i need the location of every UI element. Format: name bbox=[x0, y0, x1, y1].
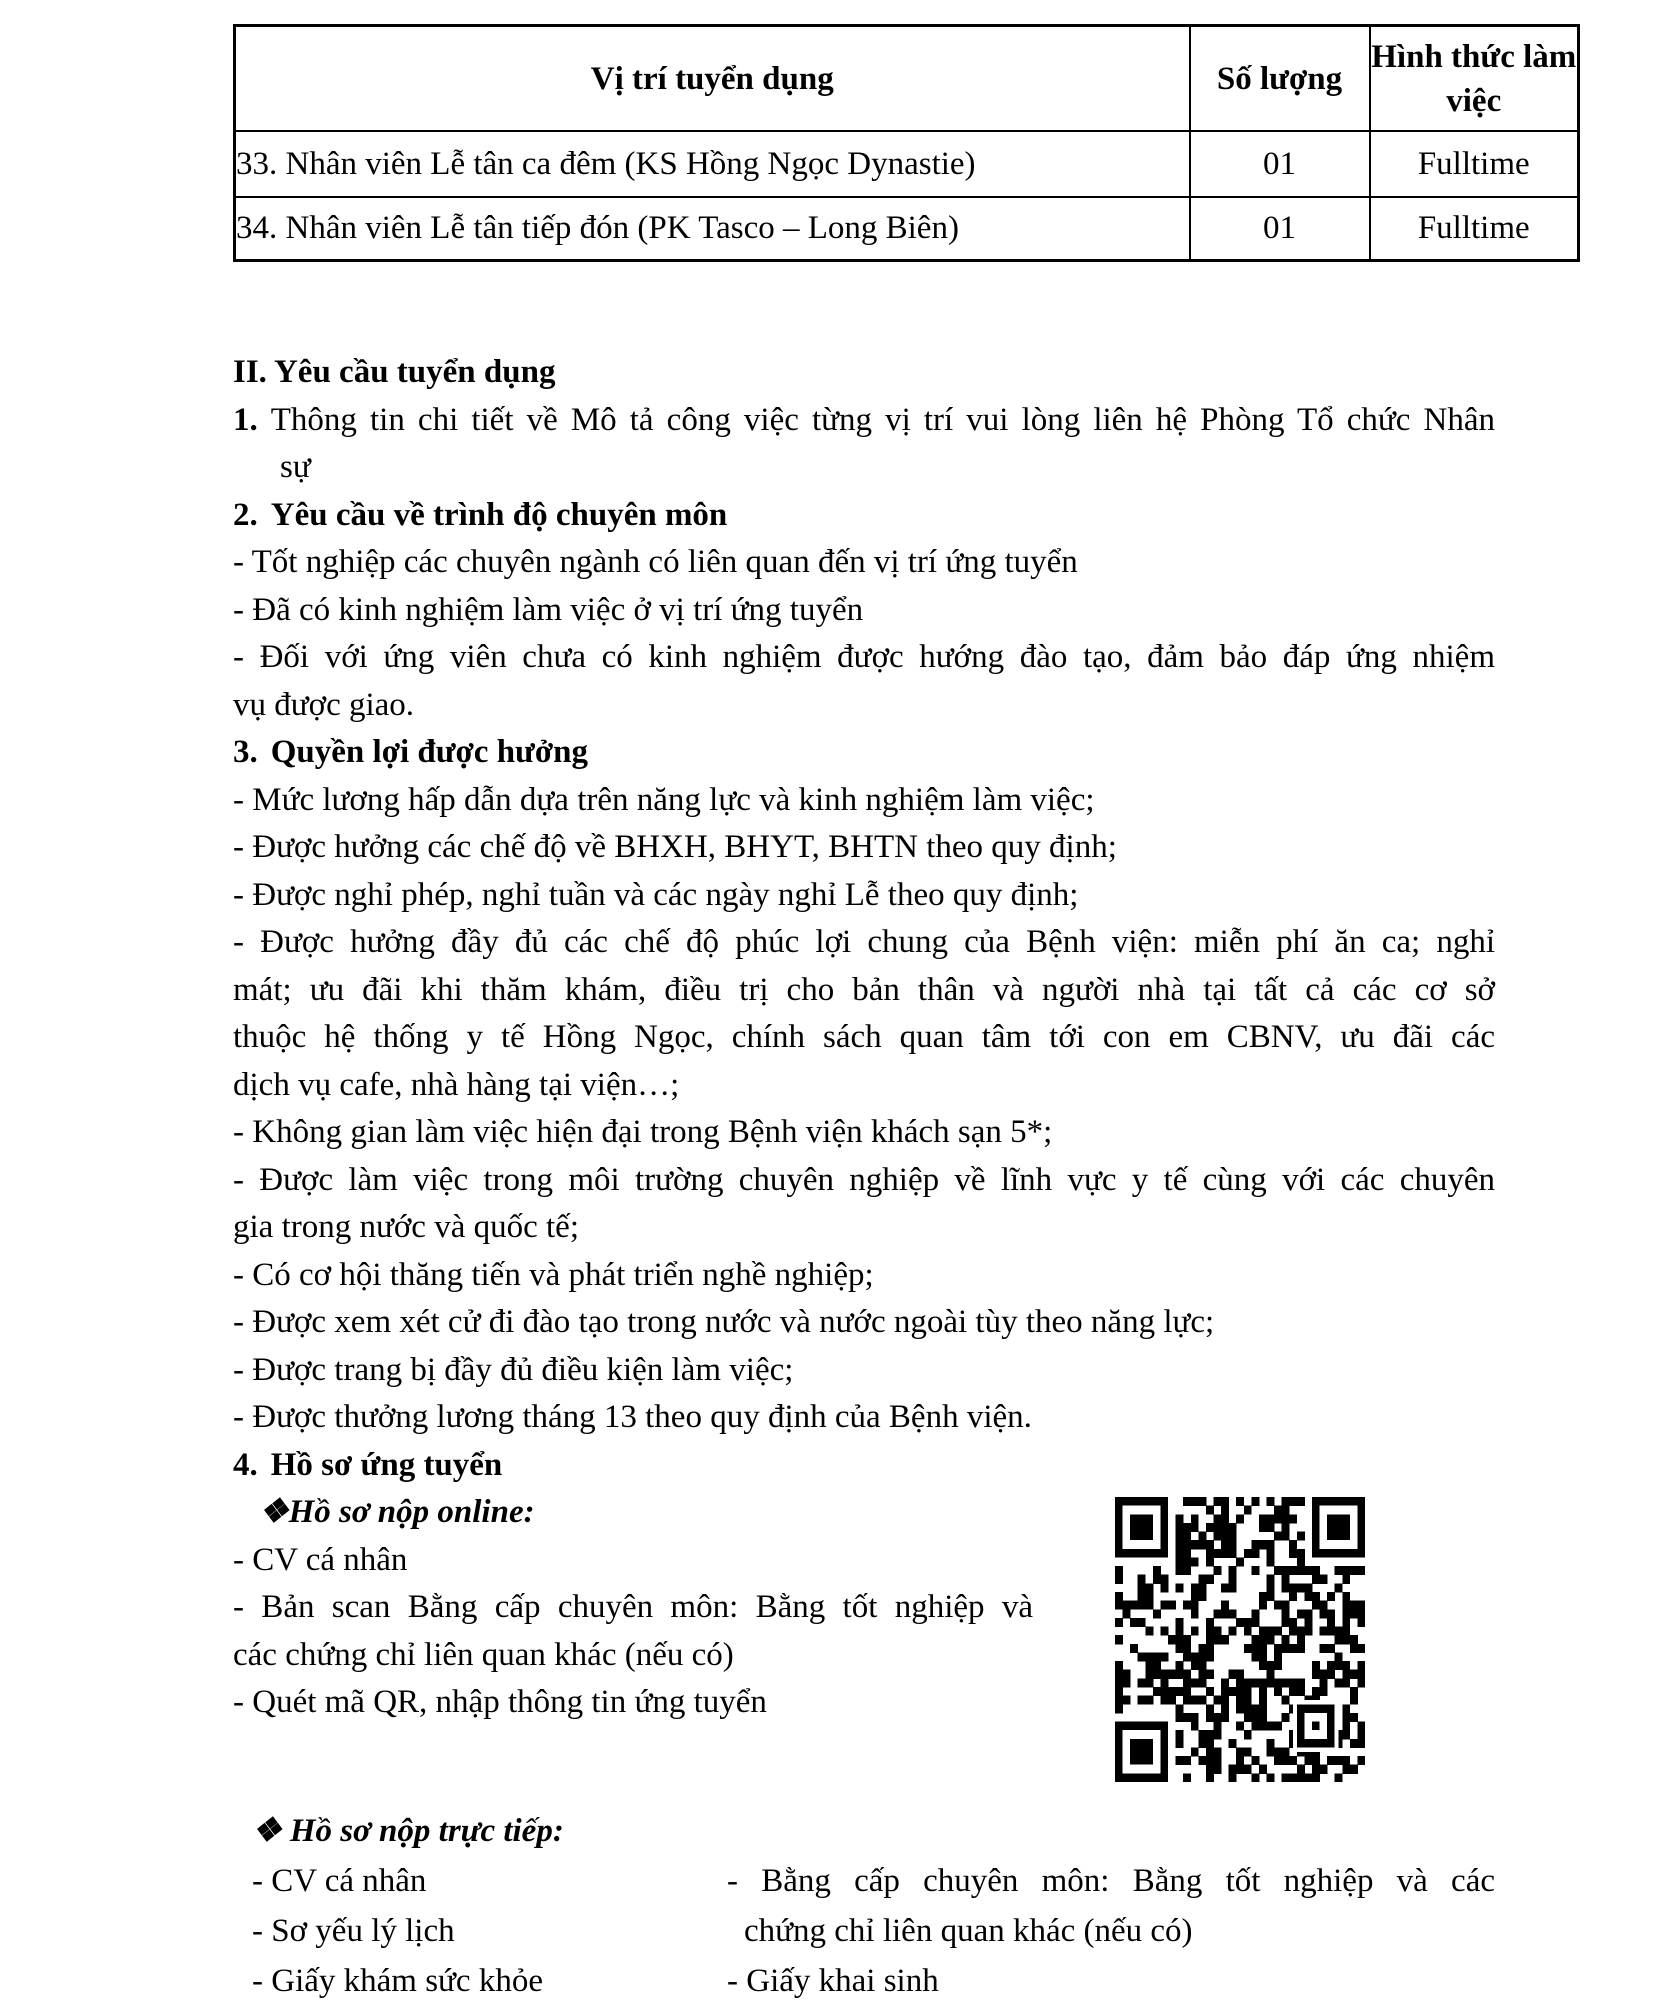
item-1-text: Thông tin chi tiết về Mô tả công việc từng vị trí vui lòng liên hệ Phòng Tổ chức Nhân bbox=[270, 401, 1495, 438]
item-3-number: 3. bbox=[233, 734, 258, 770]
online-application-section bbox=[233, 1489, 1495, 1782]
table-row bbox=[235, 131, 1579, 197]
online-item: - CV cá nhân bbox=[233, 1541, 408, 1578]
benefit-line: - Không gian làm việc hiện đại trong Bệnh viện khách sạn 5*; bbox=[233, 1114, 1053, 1150]
benefit-line: gia trong nước và quốc tế; bbox=[233, 1209, 579, 1245]
quantity-cell: 01 bbox=[1190, 197, 1370, 261]
position-cell: 34. Nhân viên Lễ tân tiếp đón (PK Tasco – Long Biên) bbox=[235, 197, 1190, 261]
direct-left-column bbox=[233, 1856, 727, 2006]
worktype-cell: Fulltime bbox=[1370, 131, 1579, 197]
table-row bbox=[235, 197, 1579, 261]
requirements-section bbox=[233, 349, 1495, 1489]
benefit-line: thuộc hệ thống y tế Hồng Ngọc, chính sách quan tâm tới con em CBNV, ưu đãi các bbox=[233, 1019, 1495, 1055]
table-header-row bbox=[235, 26, 1579, 132]
benefit-line: - Được xem xét cử đi đào tạo trong nước và nước ngoài tùy theo năng lực; bbox=[233, 1304, 1215, 1340]
online-heading: ❖Hồ sơ nộp online: bbox=[259, 1494, 535, 1530]
benefit-line: - Có cơ hội thăng tiến và phát triển nghề nghiệp; bbox=[233, 1256, 874, 1293]
direct-right-column bbox=[727, 1856, 1495, 2006]
benefit-line: - Được thưởng lương tháng 13 theo quy định của Bệnh viện. bbox=[233, 1399, 1032, 1435]
col-header-quantity: Số lượng bbox=[1190, 26, 1370, 132]
col-header-worktype: Hình thức làm việc bbox=[1370, 26, 1579, 132]
benefit-line: - Mức lương hấp dẫn dựa trên năng lực và kinh nghiệm làm việc; bbox=[233, 781, 1095, 818]
qr-code bbox=[1115, 1497, 1365, 1782]
requirement-bullet-wrap: vụ được giao. bbox=[233, 686, 415, 723]
item-2-number: 2. bbox=[233, 496, 258, 533]
direct-columns bbox=[233, 1856, 1495, 2006]
benefit-line: - Được hưởng đầy đủ các chế độ phúc lợi chung của Bệnh viện: miễn phí ăn ca; nghỉ bbox=[233, 924, 1495, 960]
direct-item: - Giấy khám sức khỏe bbox=[252, 1963, 543, 1999]
benefit-line: - Được hưởng các chế độ về BHXH, BHYT, BHTN theo quy định; bbox=[233, 829, 1117, 865]
online-item: - Quét mã QR, nhập thông tin ứng tuyển bbox=[233, 1684, 767, 1720]
benefit-line: mát; ưu đãi khi thăm khám, điều trị cho bản thân và người nhà tại tất cả các cơ sở bbox=[233, 971, 1495, 1008]
position-cell: 33. Nhân viên Lễ tân ca đêm (KS Hồng Ngọc Dynastie) bbox=[235, 131, 1190, 197]
direct-item: - Sơ yếu lý lịch bbox=[252, 1913, 455, 1949]
direct-item: - Giấy khai sinh bbox=[727, 1963, 939, 1999]
item-3-heading-text: Quyền lợi được hưởng bbox=[270, 734, 588, 770]
col-header-position: Vị trí tuyển dụng bbox=[235, 26, 1190, 132]
direct-item: - Bằng cấp chuyên môn: Bằng tốt nghiệp và các bbox=[727, 1863, 1495, 1899]
item-4-heading bbox=[233, 1442, 1495, 1490]
online-application-text bbox=[233, 1489, 1033, 1782]
quantity-cell: 01 bbox=[1190, 131, 1370, 197]
benefit-line: dịch vụ cafe, nhà hàng tại viện…; bbox=[233, 1066, 680, 1103]
direct-item: - CV cá nhân bbox=[252, 1863, 427, 1899]
item-1-line-2: sự bbox=[280, 449, 311, 485]
item-2-heading-text: Yêu cầu về trình độ chuyên môn bbox=[270, 496, 728, 533]
item-4-heading-text: Hồ sơ ứng tuyển bbox=[270, 1446, 503, 1483]
direct-item-wrap: chứng chỉ liên quan khác (nếu có) bbox=[744, 1913, 1193, 1949]
section-ii-heading: II. Yêu cầu tuyển dụng bbox=[233, 354, 556, 390]
direct-heading: ❖ Hồ sơ nộp trực tiếp: bbox=[252, 1813, 564, 1849]
item-4-number: 4. bbox=[233, 1446, 258, 1483]
requirement-bullet: - Đối với ứng viên chưa có kinh nghiệm được hướng đào tạo, đảm bảo đáp ứng nhiệm bbox=[233, 639, 1495, 675]
benefit-line: - Được làm việc trong môi trường chuyên nghiệp về lĩnh vực y tế cùng với các chuyên bbox=[233, 1161, 1495, 1198]
worktype-cell: Fulltime bbox=[1370, 197, 1579, 261]
item-1-number: 1. bbox=[233, 401, 258, 438]
online-item: - Bản scan Bằng cấp chuyên môn: Bằng tốt nghiệp và bbox=[233, 1589, 1033, 1625]
online-item-wrap: các chứng chỉ liên quan khác (nếu có) bbox=[233, 1636, 734, 1673]
requirement-bullet: - Tốt nghiệp các chuyên ngành có liên quan đến vị trí ứng tuyển bbox=[233, 544, 1078, 580]
positions-table bbox=[233, 24, 1580, 262]
requirement-bullet: - Đã có kinh nghiệm làm việc ở vị trí ứng tuyển bbox=[233, 591, 864, 628]
direct-application-section bbox=[233, 1806, 1495, 2006]
item-1-line-1 bbox=[233, 397, 1495, 445]
item-3-heading bbox=[233, 729, 1495, 777]
benefit-line: - Được nghỉ phép, nghỉ tuần và các ngày nghỉ Lễ theo quy định; bbox=[233, 876, 1079, 913]
item-2-heading bbox=[233, 492, 1495, 540]
benefit-line: - Được trang bị đầy đủ điều kiện làm việc; bbox=[233, 1351, 794, 1388]
